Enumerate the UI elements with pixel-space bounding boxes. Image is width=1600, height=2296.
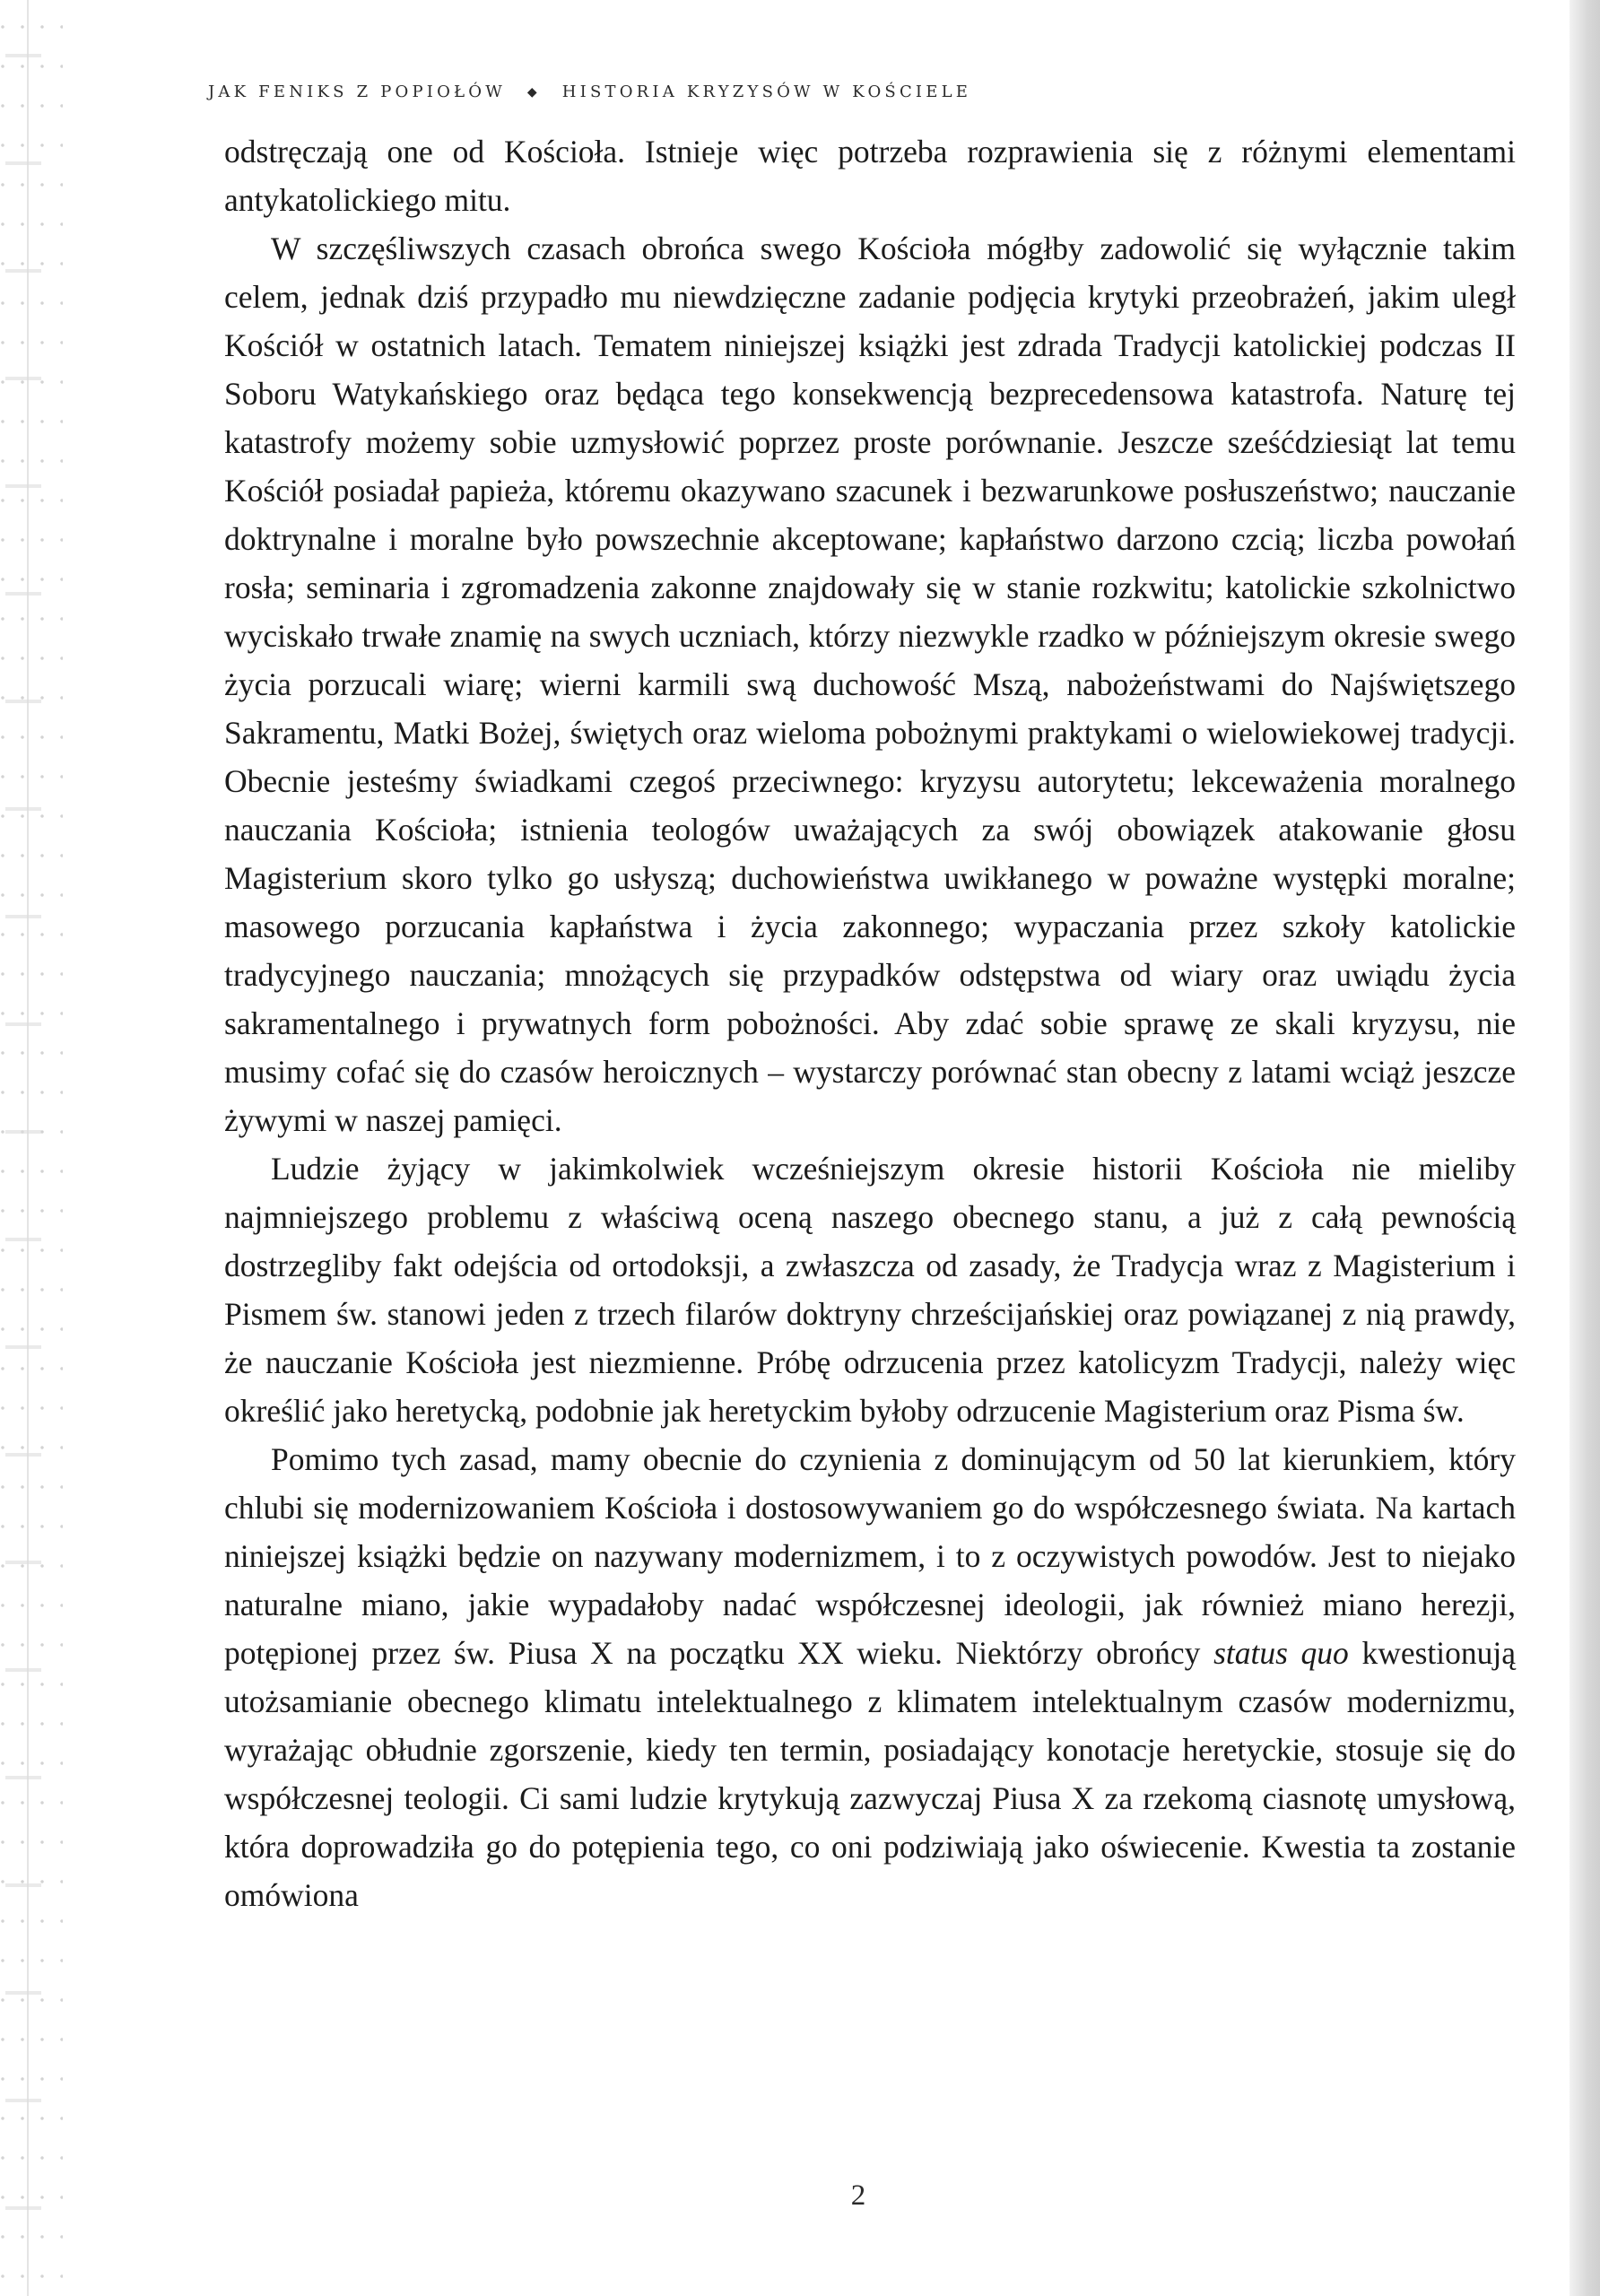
section-title: HISTORIA KRYZYSÓW W KOŚCIELE [561,83,972,101]
page-number [0,2179,1600,2213]
paragraph: W szczęśliwszych czasach obrońca swego Kościoła mógłby zadowolić się wyłącznie takim celem, jednak dziś przypadło mu niewdzięczne zadanie podjęcia krytyki przeobrażeń, jakim uległ Kościół w ostatnich latach. Tematem niniejszej książki jest zdrada Tradycji katolickiej podczas II Soboru Watykańskiego oraz będąca tego konsekwencją bezprecedensowa katastrofa. Naturę tej katastrofy możemy sobie uzmysłowić poprzez proste porównanie. Jeszcze sześćdziesiąt lat temu Kościół posiadał papieża, któremu okazywano szacunek i bezwarunkowe posłuszeństwo; nauczanie doktrynalne i moralne było powszechnie akceptowane; kapłaństwo darzono czcią; liczba powołań rosła; seminaria i zgromadzenia zakonne znajdowały się w stanie rozkwitu; katolickie szkolnictwo wyciskało trwałe znamię na swych uczniach, którzy niezwykle rzadko w późniejszym okresie swego życia porzucali wiarę; wierni karmili swą duchowość Mszą, nabożeństwami do Najświętszego Sakramentu, Matki Bożej, świętych oraz wieloma pobożnymi praktykami o wielowiekowej tradycji. Obecnie jesteśmy świadkami czegoś przeciwnego: kryzysu autorytetu; lekceważenia moralnego nauczania Kościoła; istnienia teologów uważających za swój obowiązek atakowanie głosu Magisterium skoro tylko go usłyszą; duchowieństwa uwikłanego w poważne występki moralne; masowego porzucania kapłaństwa i życia zakonnego; wypaczania przez szkoły katolickie tradycyjnego nauczania; mnożących się przypadków odstępstwa od wiary oraz uwiądu życia sakramentalnego i prywatnych form pobożności. Aby zdać sobie sprawę ze skali kryzysu, nie musimy cofać się do czasów heroicznych – wystarczy porównać stan obecny z latami wciąż jeszcze żywymi w naszej pamięci. [224,230,1516,1138]
paragraph: Ludzie żyjący w jakimkolwiek wcześniejszym okresie historii Kościoła nie mieliby najmniejszego problemu z właściwą oceną naszego obecnego stanu, a już z całą pewnością dostrzegliby fakt odejścia od ortodoksji, a zwłaszcza od zasady, że Tradycja wraz z Magisterium i Pismem św. stanowi jeden z trzech filarów doktryny chrześcijańskiej oraz powiązanej z nią prawdy, że nauczanie Kościoła jest niezmienne. Próbę odrzucenia przez katolicyzm Tradycji, należy więc określić jako heretycką, podobnie jak heretyckim byłoby odrzucenie Magisterium oraz Pisma św. [224,1151,1516,1429]
decorative-border [0,0,63,2296]
body-text [224,127,1516,1919]
page-number-value: 2 [850,2179,866,2212]
running-header [208,83,1517,101]
paragraph-text: Pomimo tych zasad, mamy obecnie do czynienia z dominującym od 50 lat kierunkiem, który chlubi się modernizowaniem Kościoła i dostosowywaniem go do współczesnego świata. Na kartach niniejszej książki będzie on nazywany modernizmem, i to z oczywistych powodów. Jest to niejako naturalne miano, jakie wypadałoby nadać współczesnej ideologii, jak również miano herezji, potępionej przez św. Piusa X na początku XX wieku. Niektórzy obrońcy [224,1441,1516,1671]
diamond-separator-icon: ◆ [526,85,541,100]
paragraph [224,1435,1516,1919]
paragraph-text: kwestionują utożsamianie obecnego klimatu intelektualnego z klimatem intelektualnym czasów modernizmu, wyrażając obłudnie zgorszenie, kiedy ten termin, posiadający konotacje heretyckie, stosuje się do współczesnej teologii. Ci sami ludzie krytykują zazwyczaj Piusa X za rzekomą ciasnotę umysłową, która doprowadziła go do potępienia tego, co oni podziwiają jako oświecenie. Kwestia ta zostanie omówiona [224,1635,1516,1913]
scan-edge [1570,0,1600,2296]
paragraph-continued: odstręczają one od Kościoła. Istnieje więc potrzeba rozprawienia się z różnymi elementami antykatolickiego mitu. [224,134,1516,218]
book-title: JAK FENIKS Z POPIOŁÓW [208,83,506,101]
italic-phrase: status quo [1213,1635,1349,1671]
